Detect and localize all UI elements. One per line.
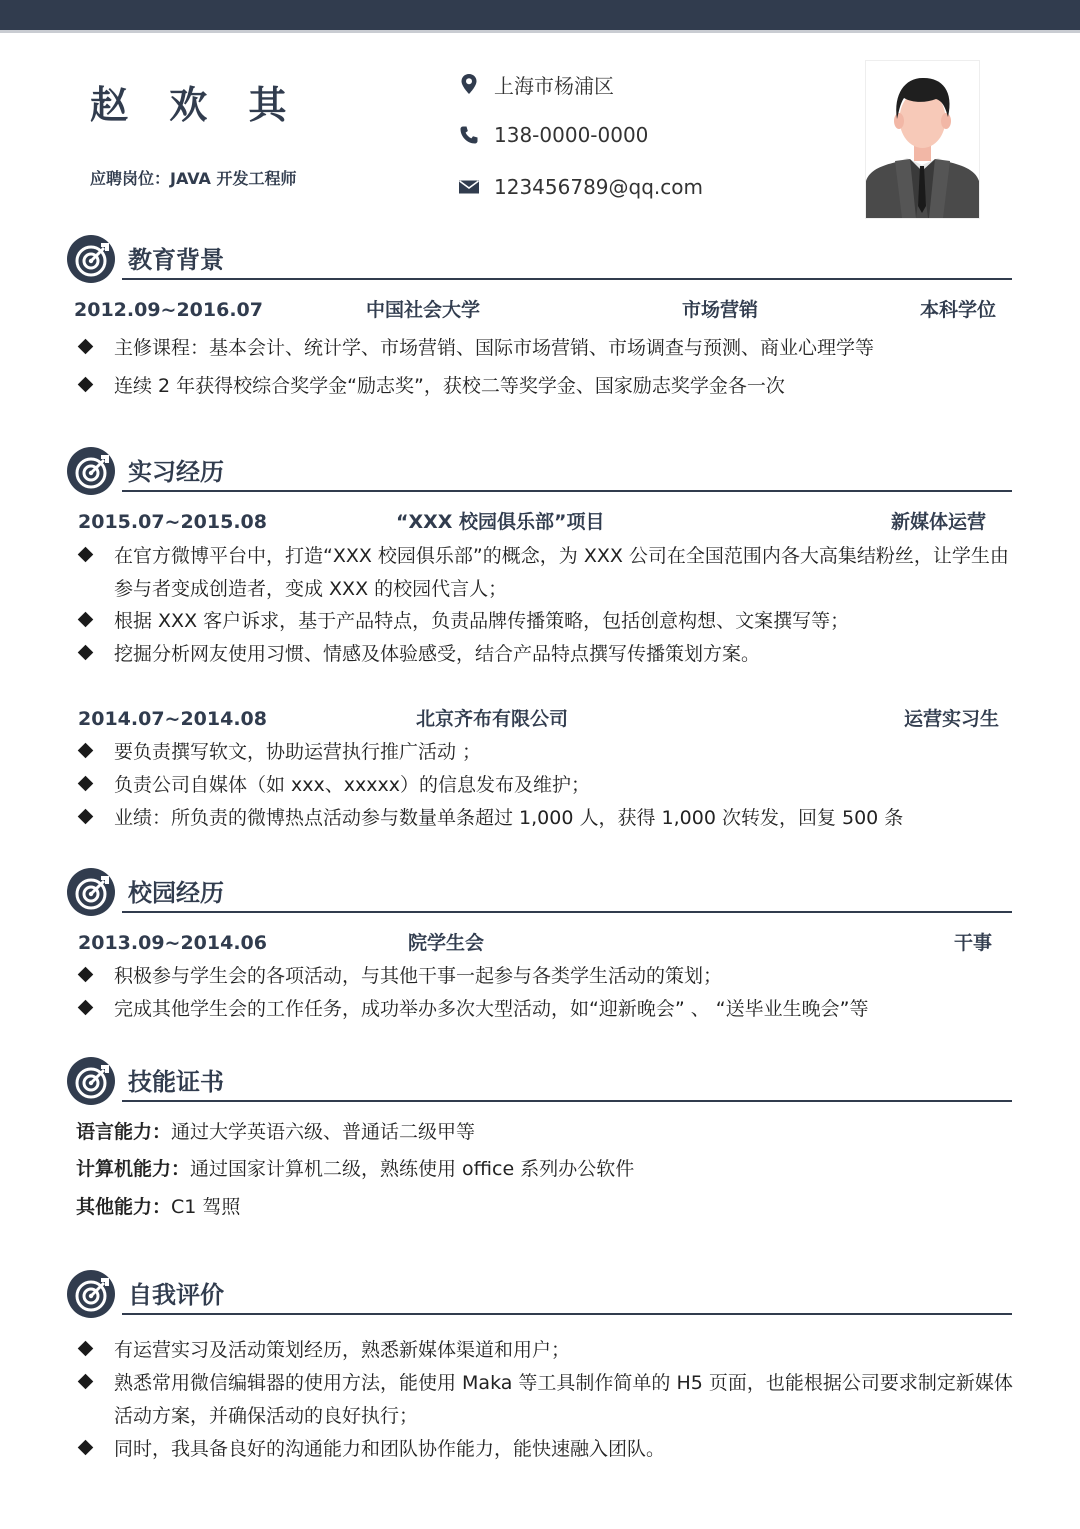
- skill-item: [76, 1154, 634, 1184]
- diamond-bullet-icon: [78, 377, 94, 393]
- skill-value: 通过大学英语六级、普通话二级甲等: [171, 1121, 476, 1143]
- section-divider: [122, 911, 1012, 913]
- diamond-bullet-icon: [78, 1374, 94, 1390]
- list-item: 业绩：所负责的微博热点活动参与数量单条超过 1,000 人，获得 1,000 次转发，回复 500 条: [76, 802, 1016, 835]
- diamond-bullet-icon: [78, 547, 94, 563]
- target-icon: [66, 1269, 116, 1319]
- skill-item: [76, 1117, 475, 1147]
- section-divider: [122, 1100, 1012, 1102]
- list-item: 负责公司自媒体（如 xxx、xxxxx）的信息发布及维护；: [76, 769, 1016, 802]
- skill-value: C1 驾照: [171, 1196, 241, 1218]
- education-period: 2012.09~2016.07: [74, 299, 263, 321]
- target-icon: [66, 1056, 116, 1106]
- diamond-bullet-icon: [78, 1000, 94, 1016]
- section-campus-title: 校园经历: [128, 879, 224, 907]
- diamond-bullet-icon: [78, 1440, 94, 1456]
- job-role: 新媒体运营: [891, 511, 987, 533]
- diamond-bullet-icon: [78, 776, 94, 792]
- job-position: 应聘岗位：JAVA 开发工程师: [90, 169, 297, 188]
- job-period: 2015.07~2015.08: [78, 511, 267, 533]
- job-period: 2014.07~2014.08: [78, 708, 267, 730]
- list-item: 挖掘分析网友使用习惯、情感及体验感受，结合产品特点撰写传播策划方案。: [76, 638, 1016, 671]
- target-icon: [66, 446, 116, 496]
- phone-icon: [458, 124, 480, 146]
- diamond-bullet-icon: [78, 967, 94, 983]
- contact-address: [458, 67, 614, 101]
- education-degree: 本科学位: [920, 299, 997, 321]
- diamond-bullet-icon: [78, 1341, 94, 1357]
- job-org: 北京齐布有限公司: [416, 708, 569, 730]
- job-org: “XXX 校园俱乐部”项目: [396, 511, 605, 533]
- contact-phone: [458, 118, 648, 152]
- job-role: 运营实习生: [904, 708, 1000, 730]
- candidate-name: 赵 欢 其: [90, 83, 301, 127]
- education-major: 市场营销: [682, 299, 759, 321]
- diamond-bullet-icon: [78, 339, 94, 355]
- list-item: 在官方微博平台中，打造“XXX 校园俱乐部”的概念，为 XXX 公司在全国范围内各大高集结粉丝，让学生由参与者变成创造者，变成 XXX 的校园代言人；: [76, 540, 1016, 606]
- location-pin-icon: [458, 73, 480, 95]
- email-text: 123456789@qq.com: [494, 175, 703, 199]
- section-divider: [122, 1313, 1012, 1315]
- diamond-bullet-icon: [78, 612, 94, 628]
- diamond-bullet-icon: [78, 809, 94, 825]
- section-divider: [122, 278, 1012, 280]
- avatar-illustration: [866, 61, 979, 218]
- list-item: 要负责撰写软文，协助运营执行推广活动 ；: [76, 736, 1016, 769]
- section-internship: [66, 446, 1012, 498]
- top-bar: [0, 0, 1080, 30]
- list-item: 积极参与学生会的各项活动，与其他干事一起参与各类学生活动的策划；: [76, 960, 1016, 993]
- skill-label: 语言能力：: [76, 1121, 172, 1143]
- section-skills-title: 技能证书: [128, 1068, 224, 1096]
- education-school: 中国社会大学: [366, 299, 481, 321]
- skill-label: 计算机能力：: [76, 1158, 191, 1180]
- campus-org: 院学生会: [408, 932, 485, 954]
- address-text: 上海市杨浦区: [494, 73, 614, 98]
- list-item: 主修课程：基本会计、统计学、市场营销、国际市场营销、市场调查与预测、商业心理学等: [76, 332, 1016, 365]
- section-self-evaluation: [66, 1269, 1012, 1321]
- list-item: 同时，我具备良好的沟通能力和团队协作能力，能快速融入团队。: [76, 1433, 1016, 1466]
- profile-photo: [865, 60, 980, 219]
- skill-value: 通过国家计算机二级，熟练使用 office 系列办公软件: [190, 1158, 635, 1180]
- skill-label: 其他能力：: [76, 1196, 172, 1218]
- section-education-title: 教育背景: [128, 246, 224, 274]
- list-item: 完成其他学生会的工作任务，成功举办多次大型活动，如“迎新晚会” 、 “送毕业生晚会”等: [76, 993, 1016, 1026]
- section-self-title: 自我评价: [128, 1281, 224, 1309]
- campus-role: 干事: [954, 932, 993, 954]
- skill-item: [76, 1192, 240, 1222]
- list-item: 根据 XXX 客户诉求，基于产品特点，负责品牌传播策略，包括创意构想、文案撰写等；: [76, 605, 1016, 638]
- contact-email: [458, 170, 703, 204]
- list-item: 熟悉常用微信编辑器的使用方法，能使用 Maka 等工具制作简单的 H5 页面，也能根据公司要求制定新媒体活动方案，并确保活动的良好执行；: [76, 1367, 1016, 1433]
- list-item: 连续 2 年获得校综合奖学金“励志奖”，获校二等奖学金、国家励志奖学金各一次: [76, 370, 1016, 403]
- mail-icon: [458, 176, 480, 198]
- top-bar-shadow: [0, 30, 1080, 33]
- section-campus: [66, 867, 1012, 919]
- campus-period: 2013.09~2014.06: [78, 932, 267, 954]
- diamond-bullet-icon: [78, 645, 94, 661]
- section-divider: [122, 490, 1012, 492]
- diamond-bullet-icon: [78, 743, 94, 759]
- list-item: 有运营实习及活动策划经历，熟悉新媒体渠道和用户；: [76, 1334, 1016, 1367]
- target-icon: [66, 234, 116, 284]
- target-icon: [66, 867, 116, 917]
- section-education: [66, 234, 1012, 286]
- section-internship-title: 实习经历: [128, 458, 224, 486]
- phone-text: 138-0000-0000: [494, 123, 649, 147]
- section-skills: [66, 1056, 1012, 1108]
